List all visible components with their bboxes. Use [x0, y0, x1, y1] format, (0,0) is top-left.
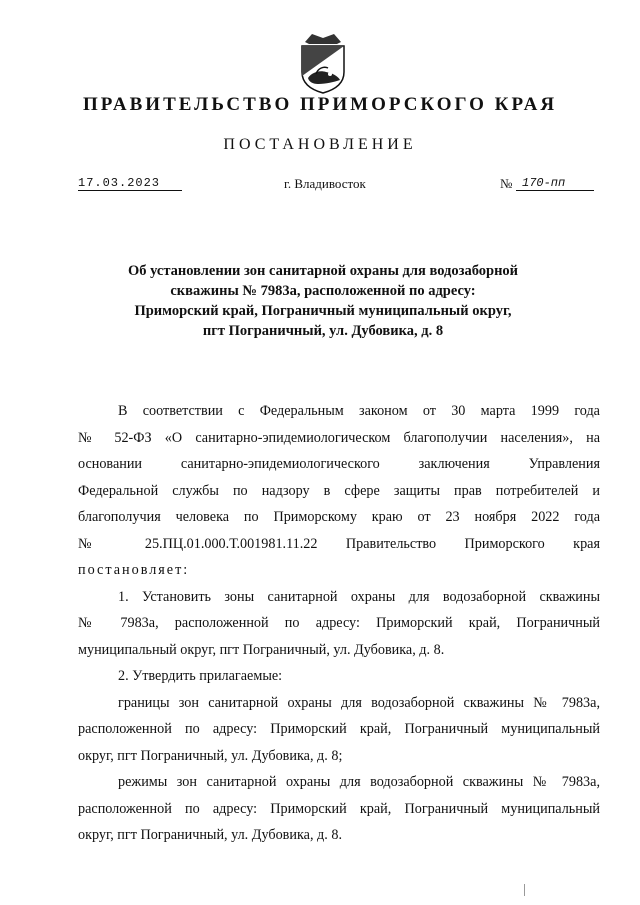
- sub-item-1-line: расположенной по адресу: Приморский край, Пограничный муниципальный: [78, 721, 600, 737]
- document-date: 17.03.2023: [78, 176, 182, 191]
- title-line: скважины № 7983а, расположенной по адресу:: [170, 283, 476, 299]
- document-type: ПОСТАНОВЛЕНИЕ: [223, 136, 417, 153]
- preamble-line: благополучия человека по Приморскому краю от 23 ноября 2022 года: [78, 509, 600, 525]
- sub-item-2-line: округ, пгт Пограничный, ул. Дубовика, д. 8.: [78, 827, 342, 843]
- document-body: [78, 398, 600, 849]
- item-1-line: № 7983а, расположенной по адресу: Приморский край, Пограничный: [78, 615, 600, 631]
- document-city: г. Владивосток: [284, 176, 366, 191]
- preamble-line: В соответствии с Федеральным законом от 30 марта 1999 года: [118, 403, 600, 419]
- preamble-line: № 25.ПЦ.01.000.Т.001981.11.22 Правительство Приморского края: [78, 535, 600, 552]
- number-label: №: [500, 176, 513, 191]
- coat-of-arms-icon: [296, 32, 350, 94]
- preamble-line: основании санитарно-эпидемиологического заключения Управления: [78, 456, 600, 472]
- document-number: 170-пп: [516, 176, 594, 191]
- item-1-line: 1. Установить зоны санитарной охраны для водозаборной скважины: [118, 588, 600, 605]
- scan-mark: [524, 884, 525, 896]
- sub-item-1-line: границы зон санитарной охраны для водозаборной скважины № 7983а,: [118, 694, 600, 711]
- sub-item-1-line: округ, пгт Пограничный, ул. Дубовика, д. 8;: [78, 747, 343, 764]
- sub-item-2-line: режимы зон санитарной охраны для водозаборной скважины № 7983а,: [118, 774, 600, 790]
- decree-word: постановляет:: [78, 562, 190, 578]
- title-line: пгт Пограничный, ул. Дубовика, д. 8: [202, 323, 444, 339]
- preamble-line: № 52-ФЗ «О санитарно-эпидемиологическом благополучии населения», на: [78, 429, 600, 446]
- item-1-line: муниципальный округ, пгт Пограничный, ул. Дубовика, д. 8.: [78, 641, 445, 658]
- item-2-heading: 2. Утвердить прилагаемые:: [118, 668, 283, 684]
- title-line: Приморский край, Пограничный муниципальный округ,: [134, 303, 512, 319]
- document-title: [100, 261, 546, 341]
- title-line: Об установлении зон санитарной охраны для водозаборной: [127, 263, 519, 279]
- organization-name: ПРАВИТЕЛЬСТВО ПРИМОРСКОГО КРАЯ: [82, 94, 558, 115]
- preamble-line: Федеральной службы по надзору в сфере защиты прав потребителей и: [78, 482, 600, 499]
- sub-item-2-line: расположенной по адресу: Приморский край, Пограничный муниципальный: [78, 800, 600, 817]
